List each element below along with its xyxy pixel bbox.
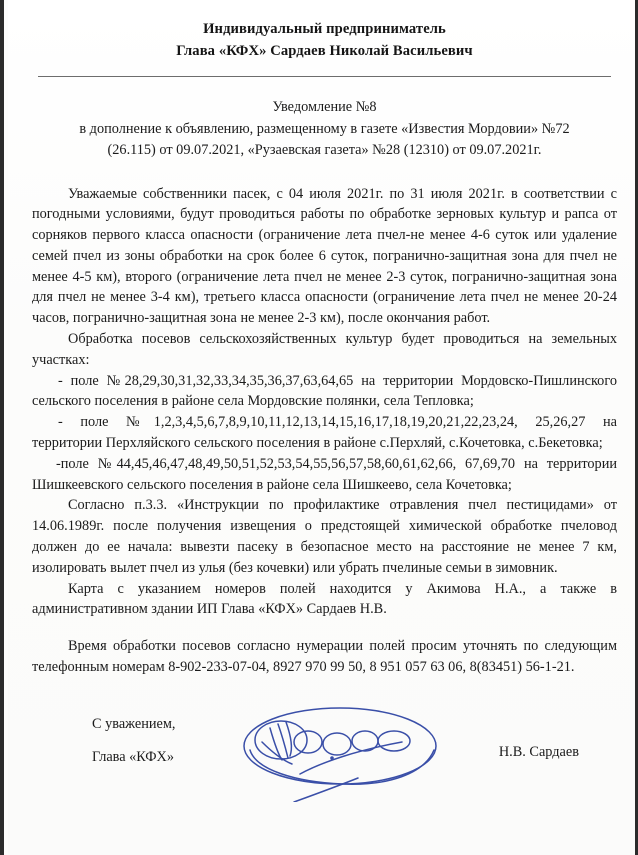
paragraph-field-group-3: -поле №44,45,46,47,48,49,50,51,52,53,54,55,56,57,58,60,61,62,66, 67,69,70 на территории Шишкеевского сельского поселения в районе села Шишкеево, села Кочетовка; — [32, 455, 617, 493]
paragraph-map-location: Карта с указанием номеров полей находится у Акимова Н.А., а также в административном здании ИП Глава «КФХ» Сардаев Н.В. — [32, 580, 617, 618]
document-header — [32, 0, 617, 62]
header-line-head-name: Глава «КФХ» Сардаев Николай Васильевич — [176, 42, 473, 59]
paragraph-field-group-1: - поле №28,29,30,31,32,33,34,35,36,37,63,64,65 на территории Мордовско-Пишлинского сельского поселения в районе села Мордовские полянки, села Тепловка; — [32, 372, 617, 410]
signature-left-labels — [92, 708, 175, 775]
handwritten-signature-icon — [238, 698, 448, 802]
paragraph-instruction: Согласно п.3.3. «Инструкции по профилактике отравления пчел пестицидами» от 14.06.1989г. после получения извещения о предстоящей химической обработке пчеловод должен до ее начала: вывезти пасеку в безопасное место на расстояние не менее 7 км, изолировать вылет пчел из улья (без кочевки) или убрать пчелиные семьи в зимовник. — [32, 497, 617, 576]
document-content — [8, 0, 638, 800]
paragraph-field-group-2: - поле №1,2,3,4,5,6,7,8,9,10,11,12,13,14,15,16,17,18,19,20,21,22,23,24, 25,26,27 на территории Перхляйского сельского поселения в районе с.Перхляй, с.Кочетовка, с.Бекетовка; — [32, 414, 617, 452]
signature-area — [32, 704, 617, 800]
signature-closing: С уважением, — [92, 715, 176, 732]
notice-subtitle-line-2: (26.115) от 09.07.2021, «Рузаевская газета» №28 (12310) от 09.07.2021г. — [107, 142, 542, 159]
document-paper — [8, 0, 638, 855]
paragraph-phone-numbers: Время обработки посевов согласно нумерации полей просим уточнять по следующим телефонным номерам 8-902-233-07-04, 8927 970 99 50, 8 951 057 63 06, 8(83451) 56-1-21. — [32, 638, 617, 676]
header-divider-rule — [38, 76, 611, 77]
paragraph-processing-intro: Обработка посевов сельскохозяйственных культур будет проводиться на земельных участках: — [32, 331, 617, 368]
notice-title-block — [32, 97, 617, 161]
notice-number: Уведомление №8 — [272, 99, 377, 116]
notice-subtitle-line-1: в дополнение к объявлению, размещенному в газете «Известия Мордовии» №72 — [79, 120, 570, 137]
paragraph-intro: Уважаемые собственники пасек, с 04 июля 2021г. по 31 июля 2021г. в соответствии с погодными условиями, будут проводиться работы по обработке зерновых культур и рапса от сорняков первого класса опасности (ограничение лета пчел-не менее 4-6 суток или удаление семей пчел из зоны обработки на срок более 6 суток, погранично-защитная зона для пчел не менее 4-5 км), второго (ограничение лета пчел не менее 2-3 суток, погранично-защитная зона для пчел не менее 3-4 км), третьего класса опасности (ограничение лета пчел не менее 20-24 часов, погранично-защитная зона не менее 2-3 км), после окончания работ. — [32, 185, 617, 327]
signature-printed-name: Н.В. Сардаев — [498, 743, 579, 760]
header-line-entrepreneur: Индивидуальный предприниматель — [203, 21, 446, 37]
document-body — [32, 184, 617, 678]
signature-role: Глава «КФХ» — [92, 749, 174, 766]
